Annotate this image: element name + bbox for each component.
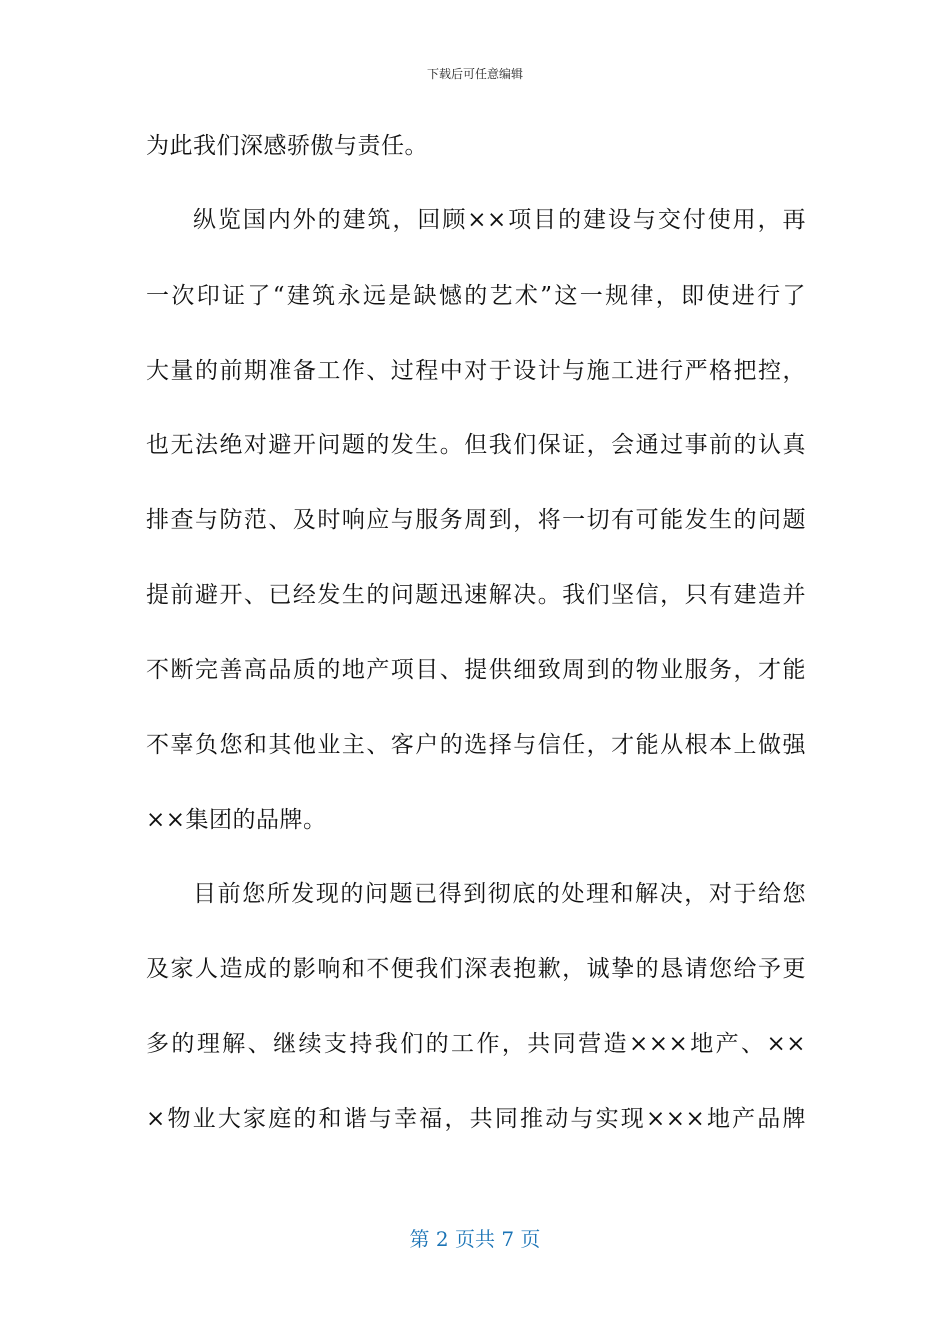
text-line: 也无法绝对避开问题的发生。但我们保证，会通过事前的认真 bbox=[146, 432, 806, 458]
text-line: ××集团的品牌。 bbox=[146, 807, 327, 833]
text-line: 为此我们深感骄傲与责任。 bbox=[146, 133, 428, 159]
text-line: 提前避开、已经发生的问题迅速解决。我们坚信，只有建造并 bbox=[146, 582, 806, 608]
paragraph-first-line: 纵览国内外的建筑，回顾××项目的建设与交付使用，再 bbox=[193, 207, 806, 233]
text-line: 一次印证了“建筑永远是缺憾的艺术”这一规律，即使进行了 bbox=[146, 283, 806, 309]
text-line: 大量的前期准备工作、过程中对于设计与施工进行严格把控， bbox=[146, 358, 806, 384]
text-line: ×物业大家庭的和谐与幸福，共同推动与实现×××地产品牌 bbox=[146, 1106, 806, 1132]
text-line: 不断完善高品质的地产项目、提供细致周到的物业服务，才能 bbox=[146, 657, 806, 683]
text-line: 多的理解、继续支持我们的工作，共同营造×××地产、×× bbox=[146, 1031, 806, 1057]
text-line: 及家人造成的影响和不便我们深表抱歉，诚挚的恳请您给予更 bbox=[146, 956, 806, 982]
page-header: 下载后可任意编辑 bbox=[426, 67, 523, 81]
text-line: 排查与防范、及时响应与服务周到，将一切有可能发生的问题 bbox=[146, 507, 806, 533]
paragraph-first-line: 目前您所发现的问题已得到彻底的处理和解决，对于给您 bbox=[193, 881, 806, 907]
page-footer: 第 2 页共 7 页 bbox=[409, 1227, 541, 1251]
text-line: 不辜负您和其他业主、客户的选择与信任，才能从根本上做强 bbox=[146, 732, 806, 758]
